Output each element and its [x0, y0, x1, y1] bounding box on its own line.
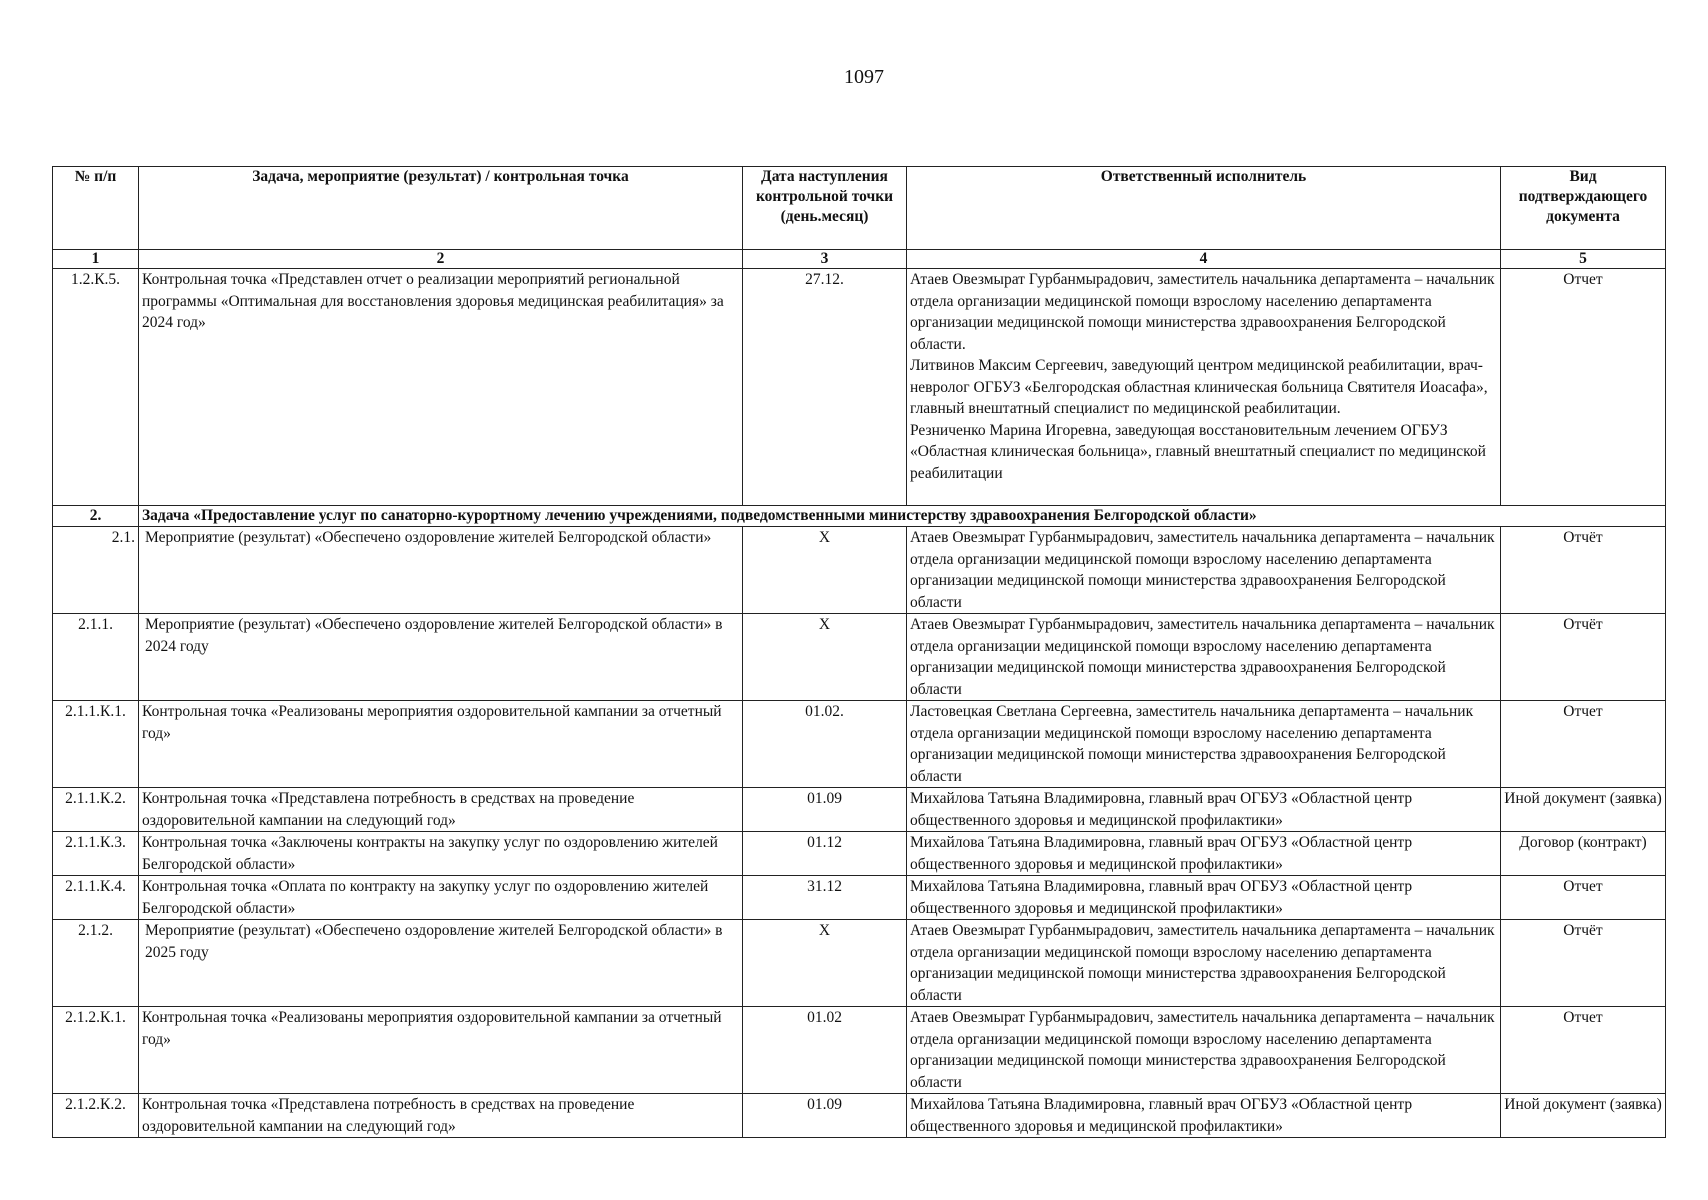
row-num: 2.1.: [53, 527, 139, 614]
row-task: Контрольная точка «Заключены контракты на закупку услуг по оздоровлению жителей Белгородской области»: [139, 832, 743, 876]
row-date: 27.12.: [743, 269, 907, 506]
table-row: [53, 527, 1666, 614]
row-task: Контрольная точка «Представлен отчет о реализации мероприятий региональной программы «Оптимальная для восстановления здоровья медицинская реабилитация» за 2024 год»: [139, 269, 743, 506]
row-responsible: Михайлова Татьяна Владимировна, главный врач ОГБУЗ «Областной центр общественного здоровья и медицинской профилактики»: [907, 832, 1501, 876]
column-number: 2: [139, 250, 743, 269]
row-num: 2.1.1.: [53, 614, 139, 701]
table-row: [53, 832, 1666, 876]
row-task: Контрольная точка «Реализованы мероприятия оздоровительной кампании за отчетный год»: [139, 701, 743, 788]
row-num: 2.1.1.К.3.: [53, 832, 139, 876]
header-responsible: Ответственный исполнитель: [907, 167, 1501, 250]
row-date: 01.02.: [743, 701, 907, 788]
row-task: Контрольная точка «Представлена потребность в средствах на проведение оздоровительной кампании на следующий год»: [139, 1094, 743, 1138]
column-number: 4: [907, 250, 1501, 269]
row-date: X: [743, 920, 907, 1007]
row-date: 01.09: [743, 788, 907, 832]
row-task: Контрольная точка «Оплата по контракту на закупку услуг по оздоровлению жителей Белгородской области»: [139, 876, 743, 920]
section-title: Задача «Предоставление услуг по санаторно-курортному лечению учреждениями, подведомственными министерству здравоохранения Белгородской области»: [139, 506, 1666, 527]
row-responsible: Михайлова Татьяна Владимировна, главный врач ОГБУЗ «Областной центр общественного здоровья и медицинской профилактики»: [907, 876, 1501, 920]
row-task: Мероприятие (результат) «Обеспечено оздоровление жителей Белгородской области»: [139, 527, 743, 614]
row-doc: Договор (контракт): [1501, 832, 1666, 876]
row-date: 31.12: [743, 876, 907, 920]
row-num: 2.1.2.К.2.: [53, 1094, 139, 1138]
section-row: [53, 506, 1666, 527]
table-row: [53, 701, 1666, 788]
column-number: 1: [53, 250, 139, 269]
row-num: 2.1.1.К.2.: [53, 788, 139, 832]
row-date: 01.12: [743, 832, 907, 876]
row-responsible: Михайлова Татьяна Владимировна, главный врач ОГБУЗ «Областной центр общественного здоровья и медицинской профилактики»: [907, 1094, 1501, 1138]
row-responsible: Атаев Овезмырат Гурбанмырадович, заместитель начальника департамента – начальник отдела организации медицинской помощи взрослому населению департамента организации медицинской помощи министерства здравоохранения Белгородской области: [907, 920, 1501, 1007]
row-num: 2.1.1.К.1.: [53, 701, 139, 788]
row-doc: Иной документ (заявка): [1501, 788, 1666, 832]
row-num: 1.2.К.5.: [53, 269, 139, 506]
row-responsible: Атаев Овезмырат Гурбанмырадович, заместитель начальника департамента – начальник отдела организации медицинской помощи взрослому населению департамента организации медицинской помощи министерства здравоохранения Белгородской области: [907, 1007, 1501, 1094]
row-doc: Отчёт: [1501, 920, 1666, 1007]
table-row: [53, 1007, 1666, 1094]
table-row: [53, 876, 1666, 920]
row-doc: Отчет: [1501, 269, 1666, 506]
column-number: 3: [743, 250, 907, 269]
column-number: 5: [1501, 250, 1666, 269]
row-task: Мероприятие (результат) «Обеспечено оздоровление жителей Белгородской области» в 2024 году: [139, 614, 743, 701]
row-num: 2.1.2.: [53, 920, 139, 1007]
table-row: [53, 920, 1666, 1007]
row-task: Контрольная точка «Реализованы мероприятия оздоровительной кампании за отчетный год»: [139, 1007, 743, 1094]
row-date: X: [743, 614, 907, 701]
row-task: Контрольная точка «Представлена потребность в средствах на проведение оздоровительной кампании на следующий год»: [139, 788, 743, 832]
row-task: Мероприятие (результат) «Обеспечено оздоровление жителей Белгородской области» в 2025 году: [139, 920, 743, 1007]
column-numbers-row: [53, 250, 1666, 269]
header-num: № п/п: [53, 167, 139, 250]
row-responsible: Ластовецкая Светлана Сергеевна, заместитель начальника департамента – начальник отдела организации медицинской помощи взрослому населению департамента организации медицинской помощи министерства здравоохранения Белгородской области: [907, 701, 1501, 788]
row-num: 2.1.2.К.1.: [53, 1007, 139, 1094]
plan-table: [52, 166, 1666, 1138]
row-doc: Отчет: [1501, 701, 1666, 788]
page-number: 1097: [844, 66, 884, 88]
table-header-row: [53, 167, 1666, 250]
header-date: Дата наступления контрольной точки (день.месяц): [743, 167, 907, 250]
row-date: 01.02: [743, 1007, 907, 1094]
table-row: [53, 269, 1666, 506]
table-row: [53, 614, 1666, 701]
table-row: [53, 1094, 1666, 1138]
row-doc: Отчет: [1501, 1007, 1666, 1094]
section-num: 2.: [53, 506, 139, 527]
row-doc: Отчёт: [1501, 614, 1666, 701]
row-num: 2.1.1.К.4.: [53, 876, 139, 920]
row-responsible: Михайлова Татьяна Владимировна, главный врач ОГБУЗ «Областной центр общественного здоровья и медицинской профилактики»: [907, 788, 1501, 832]
row-responsible: Атаев Овезмырат Гурбанмырадович, заместитель начальника департамента – начальник отдела организации медицинской помощи взрослому населению департамента организации медицинской помощи министерства здравоохранения Белгородской области: [907, 614, 1501, 701]
row-date: 01.09: [743, 1094, 907, 1138]
row-doc: Отчет: [1501, 876, 1666, 920]
row-responsible: Атаев Овезмырат Гурбанмырадович, заместитель начальника департамента – начальник отдела организации медицинской помощи взрослому населению департамента организации медицинской помощи министерства здравоохранения Белгородской области: [907, 527, 1501, 614]
header-task: Задача, мероприятие (результат) / контрольная точка: [139, 167, 743, 250]
row-doc: Иной документ (заявка): [1501, 1094, 1666, 1138]
header-doc: Вид подтверждающего документа: [1501, 167, 1666, 250]
row-responsible: Атаев Овезмырат Гурбанмырадович, заместитель начальника департамента – начальник отдела организации медицинской помощи взрослому населению департамента организации медицинской помощи министерства здравоохранения Белгородской области. Литвинов Максим Сергеевич, заведующий центром медицинской реабилитации, врач-невролог ОГБУЗ «Белгородская областная клиническая больница Святителя Иоасафа», главный внештатный специалист по медицинской реабилитации. Резниченко Марина Игоревна, заведующая восстановительным лечением ОГБУЗ «Областная клиническая больница», главный внештатный специалист по медицинской реабилитации: [907, 269, 1501, 506]
row-doc: Отчёт: [1501, 527, 1666, 614]
row-date: X: [743, 527, 907, 614]
table-row: [53, 788, 1666, 832]
